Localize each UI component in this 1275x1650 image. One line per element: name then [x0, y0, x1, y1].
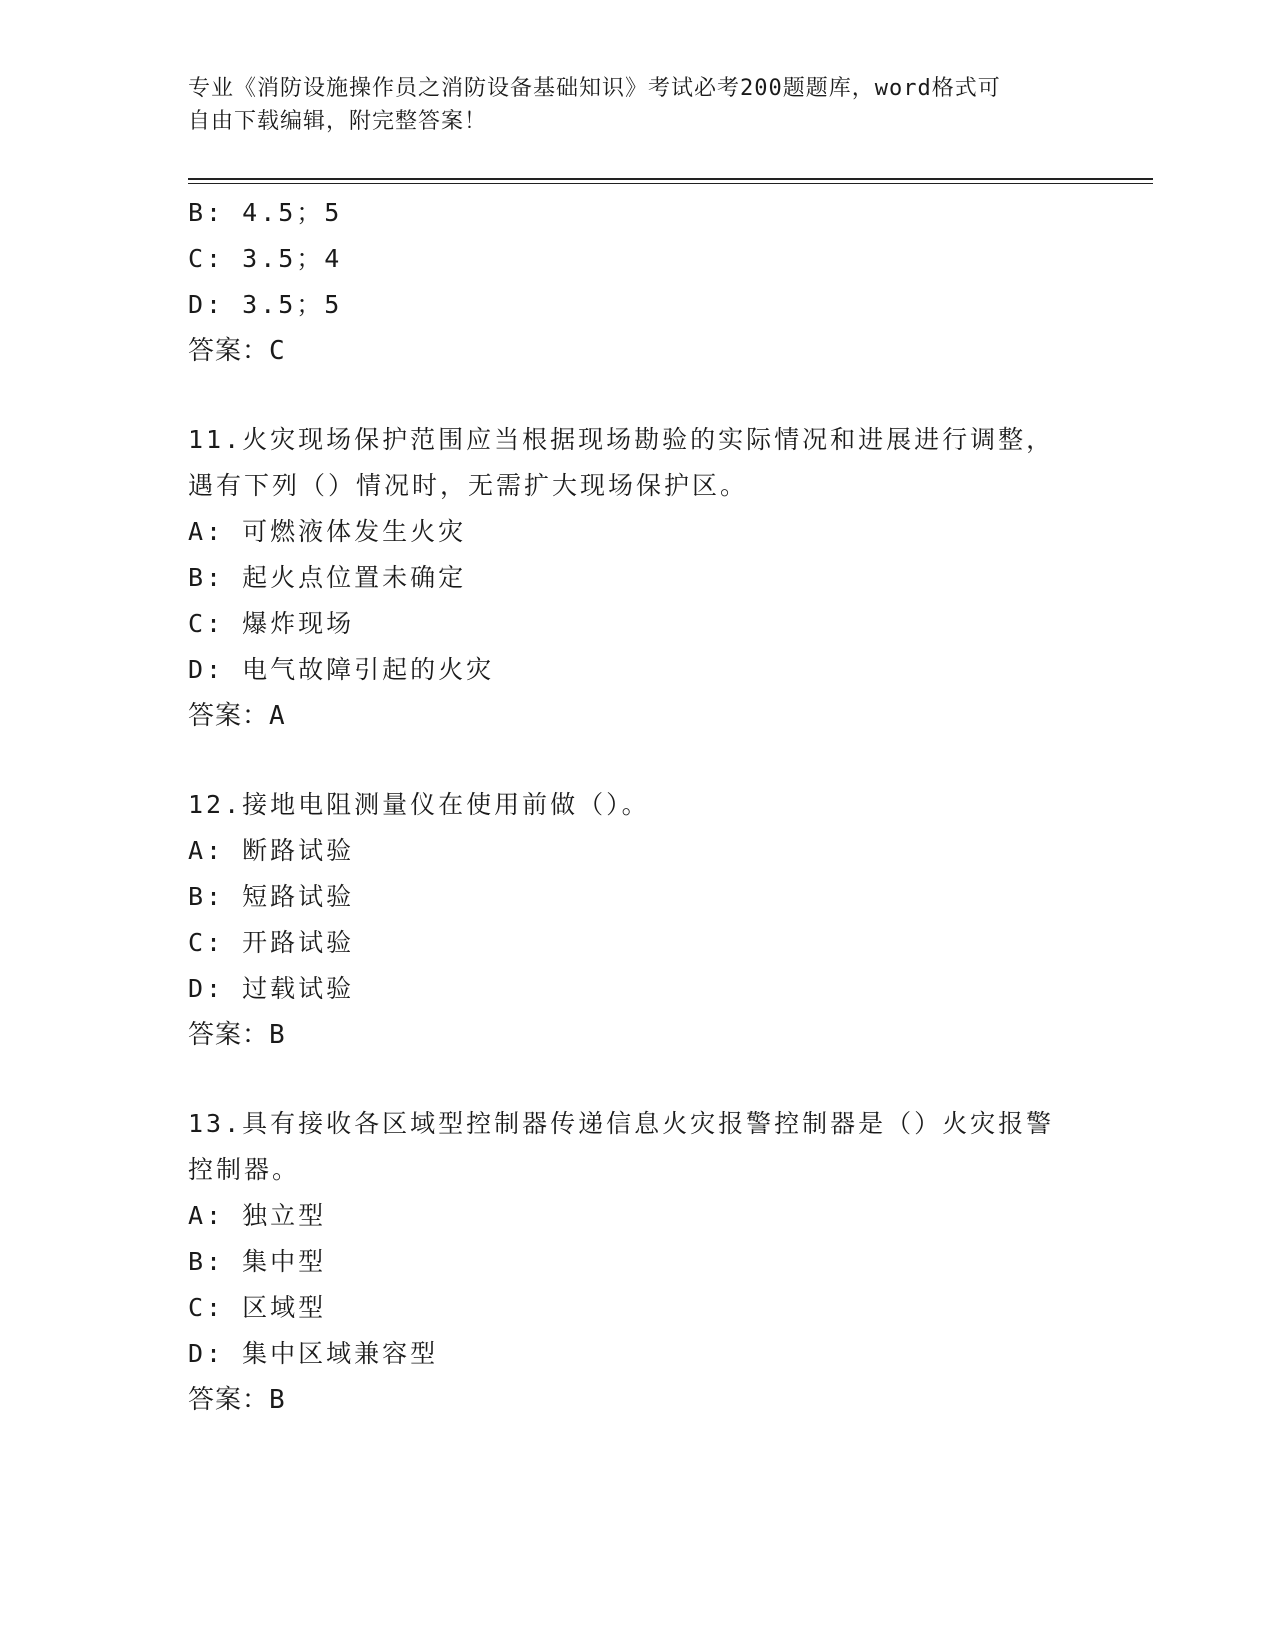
- question-stem-line-1: 11.火灾现场保护范围应当根据现场勘验的实际情况和进展进行调整，: [188, 425, 1055, 454]
- option-b: B: 4.5；5: [188, 198, 343, 227]
- answer: 答案：B: [188, 1020, 286, 1050]
- option-d: D: 3.5；5: [188, 290, 343, 319]
- option-c: C: 区域型: [188, 1293, 327, 1322]
- answer: 答案：B: [188, 1385, 286, 1415]
- option-a: A: 独立型: [188, 1201, 327, 1230]
- header-line-1: 专业《消防设施操作员之消防设备基础知识》考试必考200题题库，word格式可: [188, 76, 1001, 101]
- question-stem-line-2: 遇有下列（）情况时，无需扩大现场保护区。: [188, 471, 749, 500]
- question-10: [188, 190, 1088, 374]
- answer: 答案：A: [188, 701, 286, 731]
- option-d: D: 集中区域兼容型: [188, 1339, 439, 1368]
- option-c: C: 爆炸现场: [188, 609, 355, 638]
- header-divider-thin: [188, 183, 1153, 184]
- option-b: B: 集中型: [188, 1247, 327, 1276]
- header-line-2: 自由下载编辑，附完整答案！: [188, 109, 488, 134]
- answer: 答案：C: [188, 336, 286, 366]
- question-12: [188, 782, 1088, 1058]
- option-d: D: 过载试验: [188, 974, 355, 1003]
- question-stem-line-2: 控制器。: [188, 1155, 301, 1184]
- option-a: A: 可燃液体发生火灾: [188, 517, 467, 546]
- question-list: [188, 190, 1088, 1423]
- option-c: C: 开路试验: [188, 928, 355, 957]
- question-13: [188, 1101, 1088, 1423]
- question-stem-line-1: 12.接地电阻测量仪在使用前做（）。: [188, 790, 650, 819]
- option-a: A: 断路试验: [188, 836, 355, 865]
- option-b: B: 短路试验: [188, 882, 355, 911]
- document-header: [188, 72, 1088, 138]
- header-divider-thick: [188, 178, 1153, 180]
- option-c: C: 3.5；4: [188, 244, 343, 273]
- option-b: B: 起火点位置未确定: [188, 563, 467, 592]
- option-d: D: 电气故障引起的火灾: [188, 655, 495, 684]
- question-stem-line-1: 13.具有接收各区域型控制器传递信息火灾报警控制器是（）火灾报警: [188, 1109, 1055, 1138]
- question-11: [188, 417, 1088, 739]
